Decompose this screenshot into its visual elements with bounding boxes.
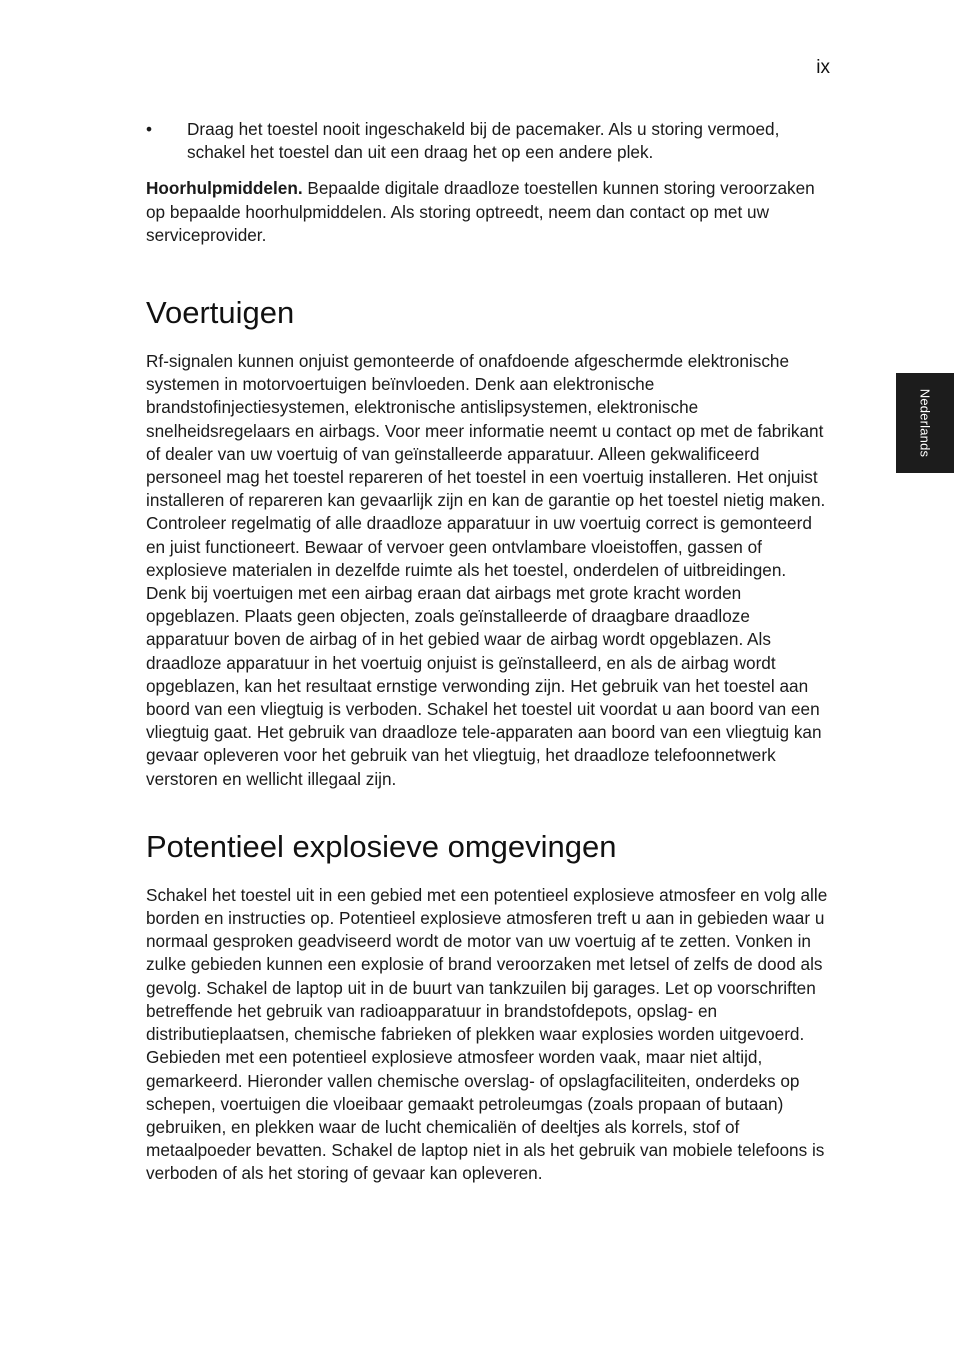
hearing-aids-paragraph xyxy=(146,177,830,247)
bullet-mark: • xyxy=(146,119,153,139)
vehicles-paragraph: Rf-signalen kunnen onjuist gemonteerde of onafdoende afgeschermde elektronische systemen in motorvoertuigen beïnvloeden. Denk aan elektronische brandstofinjectiesystemen, elektronische antislipsystemen, elektronische snelheidsregelaars en airbags. Voor meer informatie neemt u contact op met de fabrikant of dealer van uw voertuig of van geïnstalleerde apparatuur. Alleen gekwalificeerd personeel mag het toestel repareren of het toestel in een voertuig installeren. Het onjuist installeren of repareren kan gevaarlijk zijn en kan de garantie op het toestel nietig maken. Controleer regelmatig of alle draadloze apparatuur in uw voertuig correct is gemonteerd en juist functioneert. Bewaar of vervoer geen ontvlambare vloeistoffen, gassen of explosieve materialen in dezelfde ruimte als het toestel, onderdelen of uitbreidingen. Denk bij voertuigen met een airbag eraan dat airbags met grote kracht worden opgeblazen. Plaats geen objecten, zoals geïnstalleerde of draagbare draadloze apparatuur boven de airbag of in het gebied waar de airbag wordt opgeblazen. Als draadloze apparatuur in het voertuig onjuist is geïnstalleerd, en als de airbag wordt opgeblazen, kan het resultaat ernstige verwonding zijn. Het gebruik van het toestel aan boord van een vliegtuig is verboden. Schakel het toestel uit voordat u aan boord van een vliegtuig gaat. Het gebruik van draadloze tele-apparaten aan boord van een vliegtuig kan gevaar opleveren voor het gebruik van het vliegtuig, het draadloze telefoonnetwerk verstoren en wellicht illegaal zijn. xyxy=(146,351,826,789)
pacemaker-bullet-text: Draag het toestel nooit ingeschakeld bij de pacemaker. Als u storing vermoed, schakel het toestel dan uit een draag het op een andere plek. xyxy=(187,119,780,163)
explosive-heading: Potentieel explosieve omgevingen xyxy=(146,828,617,864)
hearing-aids-label: Hoorhulpmiddelen. xyxy=(146,178,303,199)
page-number: ix xyxy=(816,57,830,78)
explosive-paragraph: Schakel het toestel uit in een gebied met een potentieel explosieve atmosfeer en volg alle borden en instructies op. Potentieel explosieve atmosferen treft u aan in gebieden waar u normaal gesproken geadviseerd wordt de motor van uw voertuig af te zetten. Vonken in zulke gebieden kunnen een explosie of brand veroorzaken met letsel of zelfs de dood als gevolg. Schakel de laptop uit in de buurt van tankzuilen bij garages. Let op voorschriften betreffende het gebruik van radioapparatuur in brandstofdepots, opslag- en distributieplaatsen, chemische fabrieken of plekken waar explosies worden uitgevoerd. Gebieden met een potentieel explosieve atmosfeer worden vaak, maar niet altijd, gemarkeerd. Hieronder vallen chemische overslag- of opslagfaciliteiten, onderdeks op schepen, voertuigen die vloeibaar gemaakt petroleumgas (zoals propaan of butaan) gebruiken, en plekken waar de lucht chemicaliën of deeltjes als korrels, stof of metaalpoeder bevatten. Schakel de laptop niet in als het gebruik van mobiele telefoons is verboden of als het storing of gevaar kan opleveren. xyxy=(146,884,828,1184)
language-tab-label: Nederlands xyxy=(917,388,933,458)
hearing-aids-text: Bepaalde digitale draadloze toestellen kunnen storing veroorzaken op bepaalde hoorhulpmiddelen. Als storing optreedt, neem dan contact op met uw serviceprovider. xyxy=(146,178,815,245)
vehicles-heading: Voertuigen xyxy=(146,295,295,331)
language-side-tab xyxy=(896,373,954,473)
page-content xyxy=(146,118,830,1186)
pacemaker-bullet xyxy=(146,118,830,164)
